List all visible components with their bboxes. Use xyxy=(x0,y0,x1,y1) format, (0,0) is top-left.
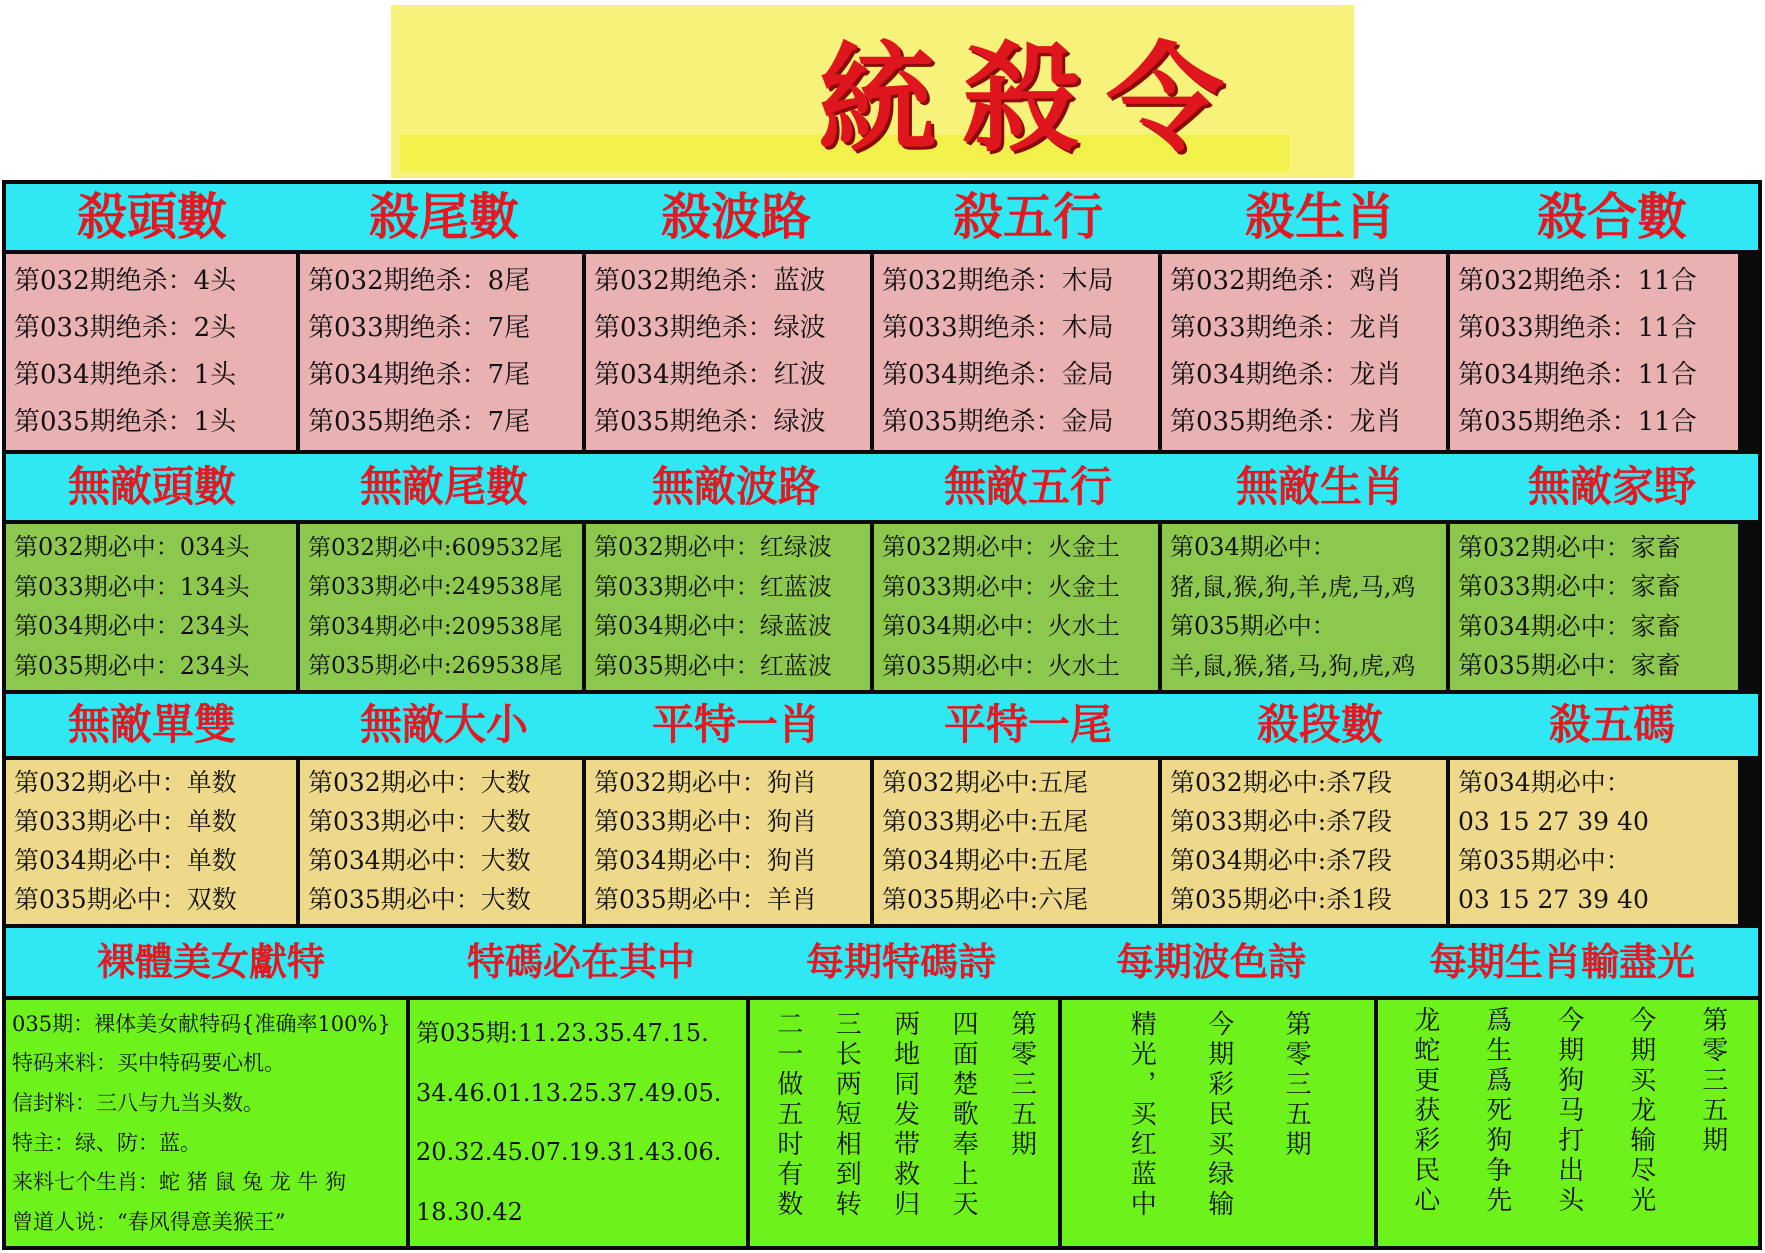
list-item: 第034期绝杀：红波 xyxy=(594,359,826,390)
list-item: 20.32.45.07.19.31.43.06. xyxy=(416,1138,722,1167)
kill-tail-cell xyxy=(300,254,582,450)
list-item: 第034期绝杀：龙肖 xyxy=(1170,359,1402,390)
kill-five-cell xyxy=(1450,760,1738,924)
poem-line: 二一做五时有数 xyxy=(772,1010,803,1220)
code-poem-cell xyxy=(750,1000,1058,1246)
numbers-cell xyxy=(410,1000,746,1246)
poem-line: 第零三五期 xyxy=(1006,1010,1037,1160)
list-item: 第034期必中：绿蓝波 xyxy=(594,612,832,641)
header-wave-poem: 每期波色詩 xyxy=(1115,940,1306,984)
header-kill-five: 殺五碼 xyxy=(1548,700,1675,749)
results-board xyxy=(2,180,1762,1250)
list-item: 18.30.42 xyxy=(416,1197,523,1226)
list-item: 第034期必中： xyxy=(1170,533,1336,562)
list-item: 34.46.01.13.25.37.49.05. xyxy=(416,1078,722,1107)
list-item: 第032期必中：家畜 xyxy=(1458,532,1681,562)
list-item: 第034期必中：火水土 xyxy=(882,612,1120,641)
list-item: 信封料：三八与九当头数。 xyxy=(12,1091,264,1116)
poem-line: 爲生爲死狗争先 xyxy=(1481,1006,1512,1216)
header-inv-wave: 無敵波路 xyxy=(651,462,820,511)
list-item: 第035期:11.23.35.47.15. xyxy=(416,1019,709,1048)
list-item: 特主：绿、防：蓝。 xyxy=(12,1130,201,1155)
flat-tail-cell xyxy=(874,760,1158,924)
zodiac-poem-cell xyxy=(1378,1000,1758,1246)
poem-line: 今期狗马打出头 xyxy=(1553,1006,1584,1216)
list-item: 第035期必中：红蓝波 xyxy=(594,651,832,680)
header-flat-zodiac: 平特一肖 xyxy=(651,700,820,749)
list-item: 第033期必中:249538尾 xyxy=(308,574,563,601)
list-item: 羊,鼠,猴,猪,马,狗,虎,鸡 xyxy=(1170,651,1416,680)
list-item: 第032期必中：火金土 xyxy=(882,533,1120,562)
list-item: 第033期必中：火金土 xyxy=(882,572,1120,601)
header-inv-head: 無敵頭數 xyxy=(67,462,236,511)
wave-poem-cell xyxy=(1062,1000,1374,1246)
header-inv-zodiac: 無敵生肖 xyxy=(1235,462,1404,511)
header-kill-element: 殺五行 xyxy=(953,188,1103,246)
header-inv-element: 無敵五行 xyxy=(943,462,1112,511)
list-item: 第035期必中： xyxy=(1458,846,1631,876)
list-item: 第033期绝杀：绿波 xyxy=(594,312,826,343)
list-item: 第034期必中：大数 xyxy=(308,846,531,876)
list-item: 第034期必中：家畜 xyxy=(1458,611,1681,641)
poem-line: 三长两短相到转 xyxy=(831,1010,862,1220)
list-item: 第032期必中：034头 xyxy=(14,533,250,562)
header-kill-zodiac: 殺生肖 xyxy=(1245,188,1395,246)
list-item: 第035期绝杀：7尾 xyxy=(308,406,531,437)
list-item: 猪,鼠,猴,狗,羊,虎,马,鸡 xyxy=(1170,572,1416,601)
poem-data-row xyxy=(6,1000,1758,1246)
header-kill-sum: 殺合數 xyxy=(1537,188,1687,246)
list-item: 第033期必中：家畜 xyxy=(1458,572,1681,602)
list-item: 第032期绝杀：蓝波 xyxy=(594,265,826,296)
list-item: 第035期必中:杀1段 xyxy=(1170,885,1393,915)
big-small-cell xyxy=(300,760,582,924)
kill-head-cell xyxy=(6,254,296,450)
list-item: 第032期必中：大数 xyxy=(308,768,531,798)
header-code-poem: 每期特碼詩 xyxy=(805,940,996,984)
list-item: 第034期绝杀：7尾 xyxy=(308,359,531,390)
list-item: 第034期必中：单数 xyxy=(14,846,237,876)
list-item: 特码来料：买中特码要心机。 xyxy=(12,1051,285,1076)
invincible-data-row xyxy=(6,524,1738,690)
kill-zodiac-cell xyxy=(1162,254,1446,450)
list-item: 第033期必中：134头 xyxy=(14,572,250,601)
invincible-header-row xyxy=(6,454,1758,520)
kill-wave-cell xyxy=(586,254,870,450)
list-item: 第032期必中：单数 xyxy=(14,768,237,798)
list-item: 第035期必中：羊肖 xyxy=(594,885,817,915)
list-item: 第032期绝杀：鸡肖 xyxy=(1170,265,1402,296)
header-zodiac-poem: 每期生肖輸盡光 xyxy=(1428,940,1695,984)
header-kill-head: 殺頭數 xyxy=(77,188,227,246)
list-item: 第035期必中：234头 xyxy=(14,651,250,680)
list-item: 第033期绝杀：2头 xyxy=(14,312,237,343)
list-item: 第033期必中:五尾 xyxy=(882,807,1089,837)
list-item: 第034期必中：234头 xyxy=(14,612,250,641)
list-item: 第035期必中：双数 xyxy=(14,885,237,915)
list-item: 第034期绝杀：11合 xyxy=(1458,359,1697,390)
inv-wave-cell xyxy=(586,524,870,690)
list-item: 第035期必中：家畜 xyxy=(1458,651,1681,681)
list-item: 第033期必中：大数 xyxy=(308,807,531,837)
list-item: 第035期绝杀：11合 xyxy=(1458,406,1697,437)
list-item: 第032期绝杀：11合 xyxy=(1458,265,1697,296)
list-item: 第032期必中：狗肖 xyxy=(594,768,817,798)
list-item: 第035期绝杀：1头 xyxy=(14,406,237,437)
list-item: 03 15 27 39 40 xyxy=(1458,885,1649,915)
list-item: 第035期必中： xyxy=(1170,612,1336,641)
poem-line: 第零三五期 xyxy=(1697,1006,1728,1156)
special-header-row xyxy=(6,694,1758,756)
list-item: 第032期必中：红绿波 xyxy=(594,533,832,562)
inv-domestic-cell xyxy=(1450,524,1738,690)
page-title: 統殺令 xyxy=(818,29,1251,168)
list-item: 第035期必中：火水土 xyxy=(882,651,1120,680)
poem-line: 第零三五期 xyxy=(1281,1010,1312,1160)
list-item: 曾道人说：“春风得意美猴王” xyxy=(12,1210,286,1235)
list-item: 第032期必中:609532尾 xyxy=(308,534,563,561)
list-item: 第032期绝杀：木局 xyxy=(882,265,1114,296)
list-item: 第035期绝杀：龙肖 xyxy=(1170,406,1402,437)
poem-line: 精光，买红蓝中 xyxy=(1126,1010,1157,1220)
list-item: 第035期必中：大数 xyxy=(308,885,531,915)
list-item: 第033期必中：狗肖 xyxy=(594,807,817,837)
list-item: 第032期绝杀：8尾 xyxy=(308,265,531,296)
list-item: 第035期绝杀：金局 xyxy=(882,406,1114,437)
list-item: 第034期必中:杀7段 xyxy=(1170,846,1393,876)
poem-line: 四面楚歌奉上天 xyxy=(948,1010,979,1220)
list-item: 第033期绝杀：木局 xyxy=(882,312,1114,343)
kill-sum-cell xyxy=(1450,254,1738,450)
header-odd-even: 無敵單雙 xyxy=(67,700,236,749)
header-inv-domestic: 無敵家野 xyxy=(1527,462,1696,511)
poem-line: 今期买龙输尽光 xyxy=(1625,1006,1656,1216)
inv-tail-cell xyxy=(300,524,582,690)
header-flat-tail: 平特一尾 xyxy=(943,700,1112,749)
inv-zodiac-cell xyxy=(1162,524,1446,690)
kill-segment-cell xyxy=(1162,760,1446,924)
header-inv-tail: 無敵尾數 xyxy=(359,462,528,511)
kill-data-row xyxy=(6,254,1738,450)
kill-header-row xyxy=(6,184,1758,250)
list-item: 来料七个生肖：蛇 猪 鼠 兔 龙 牛 狗 xyxy=(12,1170,347,1195)
list-item: 第033期绝杀：7尾 xyxy=(308,312,531,343)
poem-line: 两地同发带救归 xyxy=(889,1010,920,1220)
list-item: 第035期必中:269538尾 xyxy=(308,653,563,680)
header-kill-wave: 殺波路 xyxy=(661,188,811,246)
list-item: 第032期必中:五尾 xyxy=(882,768,1089,798)
kill-element-cell xyxy=(874,254,1158,450)
list-item: 第034期必中： xyxy=(1458,768,1631,798)
list-item: 第034期必中：狗肖 xyxy=(594,846,817,876)
list-item: 第032期绝杀：4头 xyxy=(14,265,237,296)
list-item: 第035期必中:六尾 xyxy=(882,885,1089,915)
list-item: 第033期绝杀：龙肖 xyxy=(1170,312,1402,343)
list-item: 第035期绝杀：绿波 xyxy=(594,406,826,437)
list-item: 第033期必中：单数 xyxy=(14,807,237,837)
list-item: 第032期必中:杀7段 xyxy=(1170,768,1393,798)
header-kill-tail: 殺尾數 xyxy=(369,188,519,246)
poem-line: 今期彩民买绿输 xyxy=(1203,1010,1234,1220)
list-item: 第033期必中：红蓝波 xyxy=(594,572,832,601)
poem-line: 龙蛇更获彩民心 xyxy=(1409,1006,1440,1216)
header-beauty: 裸體美女獻特 xyxy=(96,940,325,984)
list-item: 035期：裸体美女献特码{准确率100%} xyxy=(12,1011,391,1036)
header-numbers: 特碼必在其中 xyxy=(466,940,695,984)
list-item: 第034期绝杀：金局 xyxy=(882,359,1114,390)
header-big-small: 無敵大小 xyxy=(359,700,528,749)
list-item: 第034期必中:209538尾 xyxy=(308,613,563,640)
inv-head-cell xyxy=(6,524,296,690)
flat-zodiac-cell xyxy=(586,760,870,924)
special-data-row xyxy=(6,760,1738,924)
odd-even-cell xyxy=(6,760,296,924)
list-item: 第034期绝杀：1头 xyxy=(14,359,237,390)
list-item: 03 15 27 39 40 xyxy=(1458,807,1649,837)
poem-header-row xyxy=(6,928,1758,996)
header-kill-segment: 殺段數 xyxy=(1256,700,1383,749)
list-item: 第034期必中:五尾 xyxy=(882,846,1089,876)
list-item: 第033期绝杀：11合 xyxy=(1458,312,1697,343)
beauty-cell xyxy=(6,1000,406,1246)
list-item: 第033期必中:杀7段 xyxy=(1170,807,1393,837)
inv-element-cell xyxy=(874,524,1158,690)
